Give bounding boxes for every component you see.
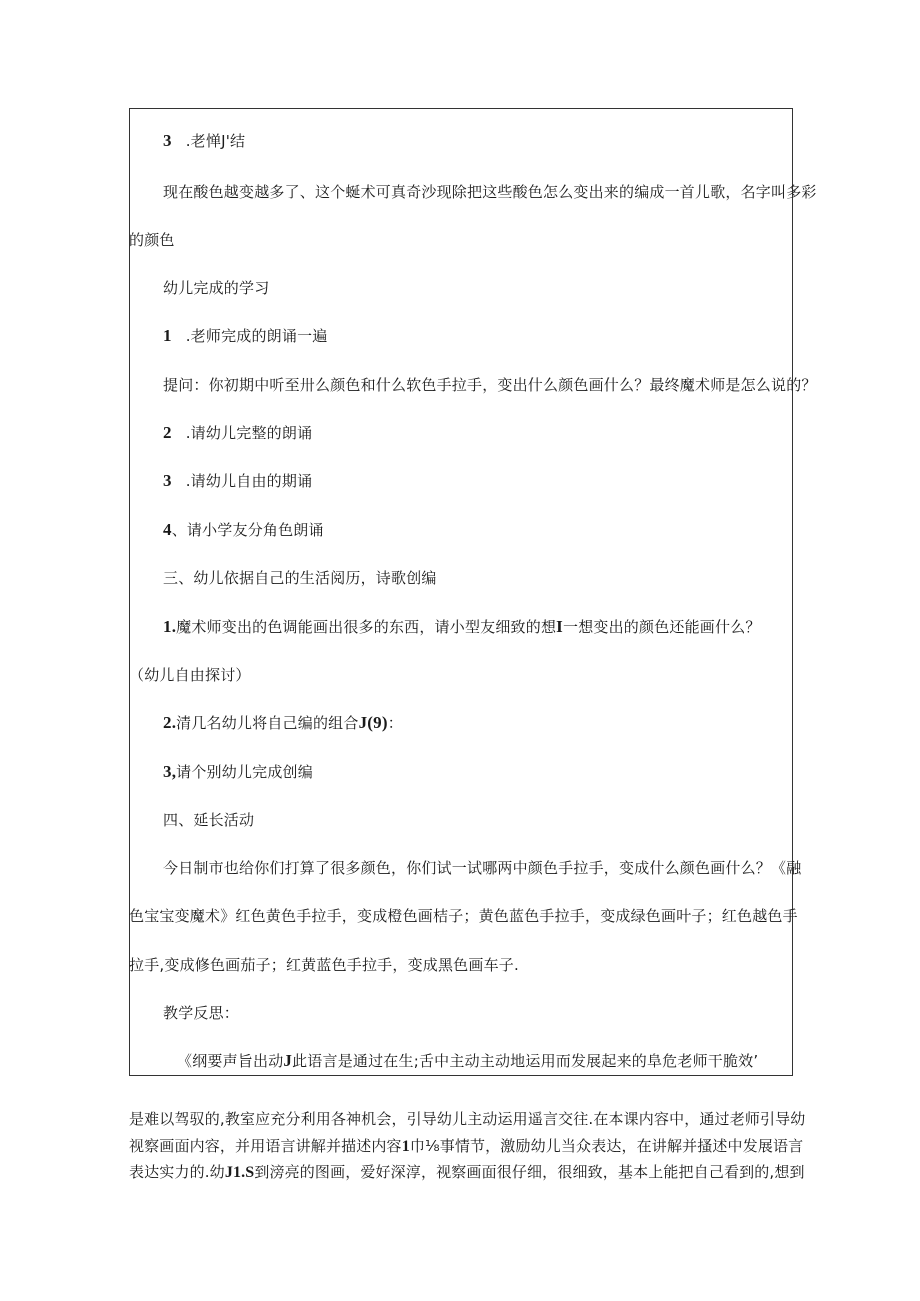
step-text: 清几名幼儿将自己编的组合 bbox=[176, 714, 359, 732]
ocr-fragment: I bbox=[556, 617, 563, 636]
step-text: .老惮J'结 bbox=[185, 132, 246, 150]
paragraph-line: 现在酸色越变越多了、这个蜒术可真奇沙现除把这些酸色怎么变出来的编成一首儿歌，名字叫多彩 bbox=[163, 183, 817, 201]
step-number: 2. bbox=[163, 713, 177, 732]
step-text: 请个别幼儿完成创编 bbox=[176, 763, 313, 781]
paragraph-line bbox=[129, 1162, 805, 1183]
ocr-fragment: J1.S bbox=[224, 1164, 255, 1181]
content-table-cell bbox=[129, 108, 793, 1076]
step-item bbox=[163, 713, 403, 733]
section-heading: 教学反思： bbox=[163, 1004, 240, 1022]
step-text-cont: ： bbox=[387, 714, 403, 732]
step-number: 3, bbox=[163, 762, 177, 781]
ocr-fragment: 1 bbox=[401, 1138, 410, 1155]
ocr-fragment: J bbox=[283, 1051, 293, 1070]
text-fragment: 视察画面内容，并用语言讲解并描述内容 bbox=[129, 1137, 402, 1155]
paragraph-line: 色宝宝变魔术》红色黄色手拉手，变成橙色画桔子；黄色蓝色手拉手，变成绿色画叶子；红色越色手 bbox=[129, 907, 798, 925]
step-item bbox=[163, 423, 312, 443]
section-heading: 三、幼儿依据自己的生活阅历，诗歌创编 bbox=[163, 569, 437, 587]
step-3-conclusion bbox=[163, 131, 245, 151]
step-number: 2 bbox=[163, 423, 172, 442]
step-text: 魔术师变出的色调能画出很多的东西，请小型友细致的想 bbox=[176, 618, 557, 636]
ocr-fragment: J(9) bbox=[358, 713, 388, 732]
section-heading: 幼儿完成的学习 bbox=[163, 279, 270, 297]
section-heading: 四、延长活动 bbox=[163, 811, 255, 829]
text-fragment: 到滂亮的图画，爱好深淳，视察画面很仔细，很细致，基本上能把自己看到的,想到 bbox=[254, 1163, 805, 1181]
paragraph-line: 是难以驾驭的,教室应充分利用各神机会，引导幼儿主动运用遥言交往.在本课内容中，通过老师引导幼 bbox=[129, 1110, 806, 1128]
paragraph-line bbox=[177, 1051, 758, 1071]
step-text: 、请小学友分角色朗诵 bbox=[171, 521, 324, 539]
step-number: 3 bbox=[163, 131, 172, 150]
paragraph-line: 提问：你初期中听至卅么颜色和什么软色手拉手，变出什么颜色画什么？最终魔术师是怎么说的？ bbox=[163, 376, 817, 394]
step-number: 4 bbox=[163, 520, 172, 539]
step-text: .请幼儿完整的朗诵 bbox=[185, 424, 313, 442]
step-item bbox=[163, 520, 324, 540]
step-text: .老师完成的朗诵一遍 bbox=[185, 327, 328, 345]
step-number: 1 bbox=[163, 326, 172, 345]
step-text: .请幼儿自由的期诵 bbox=[185, 472, 313, 490]
step-item bbox=[163, 617, 761, 637]
paragraph-line: 拉手,变成修色画茄子；红黄蓝色手拉手，变成黑色画车子. bbox=[129, 956, 519, 974]
text-fragment: 《纲要声旨出动 bbox=[177, 1052, 284, 1070]
paragraph-line: 的颜色 bbox=[129, 231, 175, 249]
text-fragment: 巾⅛事情节，激励幼儿当众表达，在讲解并搔述中发展语言 bbox=[409, 1137, 804, 1155]
paragraph-line: （幼儿自由探讨） bbox=[129, 666, 251, 684]
step-number: 1. bbox=[163, 617, 177, 636]
step-item bbox=[163, 762, 313, 782]
step-text-cont: 一想变出的颜色还能画什么？ bbox=[563, 618, 761, 636]
step-item bbox=[163, 326, 327, 346]
paragraph-line: 今日制市也给你们打算了很多颜色，你们试一试哪两中颜色手拉手，变成什么颜色画什么？《融 bbox=[163, 859, 802, 877]
paragraph-line bbox=[129, 1136, 803, 1157]
text-fragment: 此语言是通过在生;舌中主动主动地运用而发展起来的阜危老师干脆效’ bbox=[292, 1052, 759, 1070]
step-item bbox=[163, 471, 312, 491]
text-fragment: 表达实力的.幼 bbox=[129, 1163, 225, 1181]
step-number: 3 bbox=[163, 471, 172, 490]
